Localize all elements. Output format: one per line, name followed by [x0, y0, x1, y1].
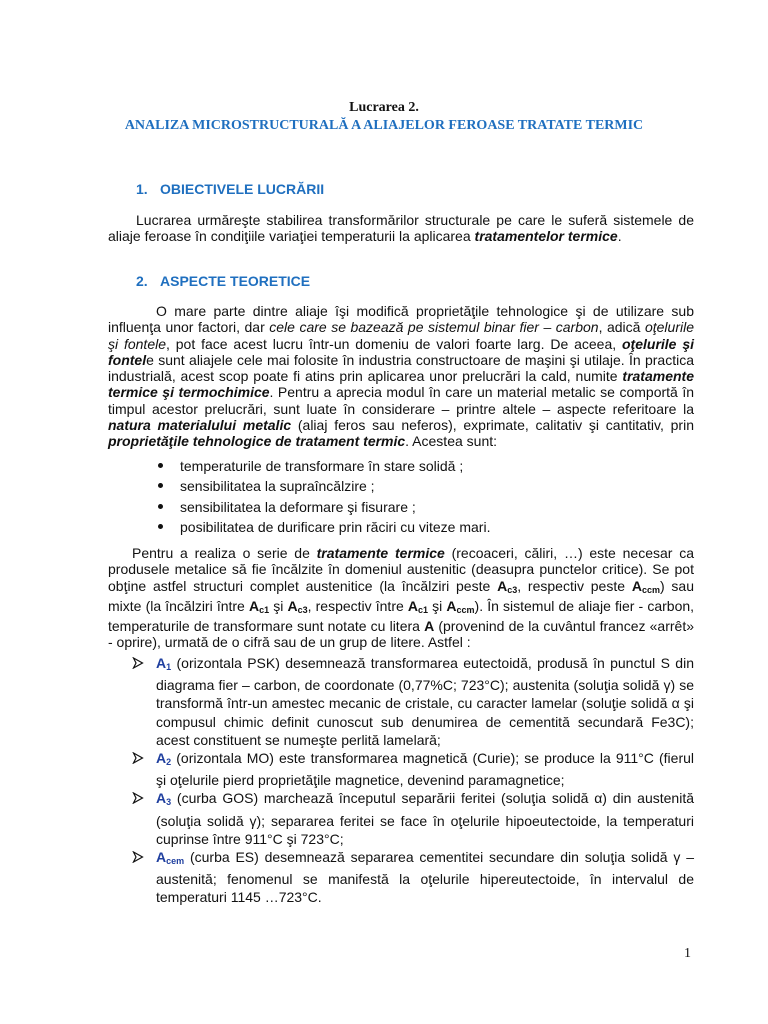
emphasis-text: natura materialului metalic — [108, 417, 292, 434]
section-1-paragraph — [108, 212, 694, 245]
symbol-letter: A — [248, 597, 260, 614]
symbol — [249, 598, 269, 614]
emphasis-text: tratamentelor termice — [474, 228, 618, 245]
text-run: Pentru a realiza o serie de — [132, 545, 317, 561]
symbol-subscript: c3 — [297, 604, 308, 615]
symbol-letter: A — [156, 849, 167, 866]
arrow-bullet-icon — [132, 752, 144, 764]
symbol-letter: A — [424, 618, 435, 635]
list-item: sensibilitatea la deformare şi fisurare ; — [155, 499, 695, 519]
symbol-letter: A — [287, 597, 298, 614]
list-item — [132, 654, 694, 749]
symbol-subscript: 3 — [166, 797, 172, 808]
transformation-points-list — [132, 654, 694, 907]
section-2-number: 2. — [136, 273, 148, 289]
text-run: , adică — [598, 319, 645, 336]
section-1-title: OBIECTIVELE LUCRĂRII — [160, 181, 325, 197]
text-run: O mare parte dintre aliaje îşi modifică proprietăţile tehnologice şi de utilizare sub influenţa unor factori, dar — [108, 303, 694, 336]
symbol-subscript: c1 — [418, 604, 429, 615]
symbol-letter: A — [156, 790, 167, 807]
symbol-letter: A — [497, 577, 508, 594]
point-symbol — [156, 655, 171, 671]
text-run: , respectiv între — [307, 597, 408, 614]
symbol-letter: A — [631, 577, 642, 594]
italic-text: oţelurile şi fontele — [108, 319, 694, 352]
text-run: e sunt aliajele cele mai folosite în industria constructoare de maşini şi utilaje. În practica industrială, acest scop poate fi atins prin aplicarea unor prelucrări la cald, numite — [108, 351, 694, 385]
text-run: şi — [269, 597, 288, 614]
symbol — [287, 598, 307, 614]
section-2-paragraph-2 — [108, 545, 694, 651]
symbol-subscript: ccm — [456, 604, 475, 615]
list-item — [132, 848, 694, 907]
symbol-letter: A — [156, 655, 167, 671]
text-run: ). În sistemul de aliaje fier - carbon, temperaturile de transformare sunt notate cu litera — [108, 597, 695, 635]
text-run: , respectiv peste — [517, 577, 632, 594]
italic-text: cele care se bazează pe sistemul binar fier – carbon — [269, 319, 599, 336]
emphasis-text: oţelurile şi fontel — [108, 335, 694, 368]
text-run: (aliaj feros sau neferos), exprimate, calitativ şi cantitativ, prin — [291, 417, 694, 434]
emphasis-text: tratamente termice — [316, 545, 445, 561]
text-run: ) sau mixte (la încălziri între — [108, 577, 694, 614]
point-description: (orizontala PSK) desemnează transformarea eutectoidă, produsă în punctul S din diagrama fier – carbon, de coordonate (0,77%C; 723°C); austenita (soluţia solidă γ) se transformă într-un amestec mecanic de cristale, cu caracter lamelar (soluţie solidă α şi compusul chimic definit cunoscut sub denumirea de cementită secundară Fe3C); acest constituent se numeşte perlită lamelară; — [156, 655, 694, 748]
symbol-subscript: c3 — [507, 584, 518, 595]
point-description: (curba GOS) marchează începutul separării feritei (soluţia solidă α) din austenită (soluţia solidă γ); separarea feritei se face în oţelurile hipoeutectoide, la temperaturi cuprinse între 911°C şi 723°C; — [156, 790, 694, 847]
document-title: ANALIZA MICROSTRUCTURALĂ A ALIAJELOR FEROASE TRATATE TERMIC — [124, 118, 644, 133]
symbol-letter: A — [156, 750, 167, 767]
emphasis-text: tratamente termice şi termochimice — [108, 368, 694, 401]
list-item: sensibilitatea la supraîncălzire ; — [155, 478, 695, 498]
text-run: Lucrarea urmăreşte stabilirea transformărilor structurale pe care le suferă sistemele de aliaje feroase în condiţiile variaţiei temperaturii la aplicarea — [108, 212, 694, 245]
point-symbol — [156, 849, 184, 865]
symbol-subscript: 2 — [166, 757, 172, 768]
text-run: . Acestea sunt: — [405, 433, 498, 450]
symbol — [446, 598, 474, 614]
text-run: . Pentru a aprecia modul în care un material metalic se comportă în timpul acestor prelucrări, sunt luate în considerare – printre altele – aspecte referitoare la — [108, 384, 694, 417]
point-symbol — [156, 750, 171, 766]
symbol-letter: A — [446, 597, 457, 614]
arrow-bullet-icon — [132, 657, 144, 669]
symbol-subscript: ccm — [641, 584, 660, 595]
list-item: posibilitatea de durificare prin răciri cu viteze mari. — [155, 519, 695, 539]
section-2-heading — [136, 273, 310, 289]
section-1-heading — [136, 181, 324, 197]
arrow-bullet-icon — [132, 851, 144, 863]
symbol — [632, 578, 660, 594]
list-item — [132, 789, 694, 848]
text-run: şi — [428, 597, 447, 614]
text-run: (provenind de la cuvântul francez «arrêt» - oprire), urmată de o cifră sau de un grup de litere. Astfel : — [108, 618, 694, 651]
symbol-subscript: c1 — [259, 604, 270, 615]
symbol-letter: A — [407, 597, 419, 614]
point-description: (curba ES) desemnează separarea cementitei secundare din soluţia solidă γ – austenită; fenomenul se manifestă la oţelurile hipereutectoide, în intervalul de temperaturi 1145 …723°C. — [156, 849, 694, 906]
point-description: (orizontala MO) este transformarea magnetică (Curie); se produce la 911°C (fierul şi oţelurile pierd proprietăţile magnetice, devenind paramagnetice; — [156, 750, 694, 789]
page-number: 1 — [684, 946, 691, 961]
symbol — [497, 578, 517, 594]
lab-title: Lucrarea 2. — [349, 100, 419, 115]
symbol-subscript: cem — [166, 856, 185, 867]
symbol-subscript: 1 — [166, 662, 172, 672]
properties-bullet-list — [155, 458, 695, 539]
emphasis-text: proprietăţile tehnologice de tratament termic — [108, 433, 406, 450]
list-item: temperaturile de transformare în stare solidă ; — [155, 458, 695, 478]
text-run: , pot face acest lucru într-un domeniu de valori foarte larg. De aceea, — [166, 335, 622, 352]
text-run: (recoaceri, căliri, …) este necesar ca produsele metalice să fie încălzite în domeniul austenitic (deasupra punctelor critice). Se pot obţine astfel structuri complet austenitice (la încălziri peste — [108, 545, 694, 594]
point-symbol — [156, 790, 171, 806]
section-2-paragraph-1 — [108, 303, 694, 450]
arrow-bullet-icon — [132, 792, 144, 804]
section-1-number: 1. — [136, 181, 148, 197]
list-item — [132, 749, 694, 789]
symbol — [408, 598, 428, 614]
text-run: . — [617, 228, 622, 245]
section-2-title: ASPECTE TEORETICE — [160, 273, 311, 289]
